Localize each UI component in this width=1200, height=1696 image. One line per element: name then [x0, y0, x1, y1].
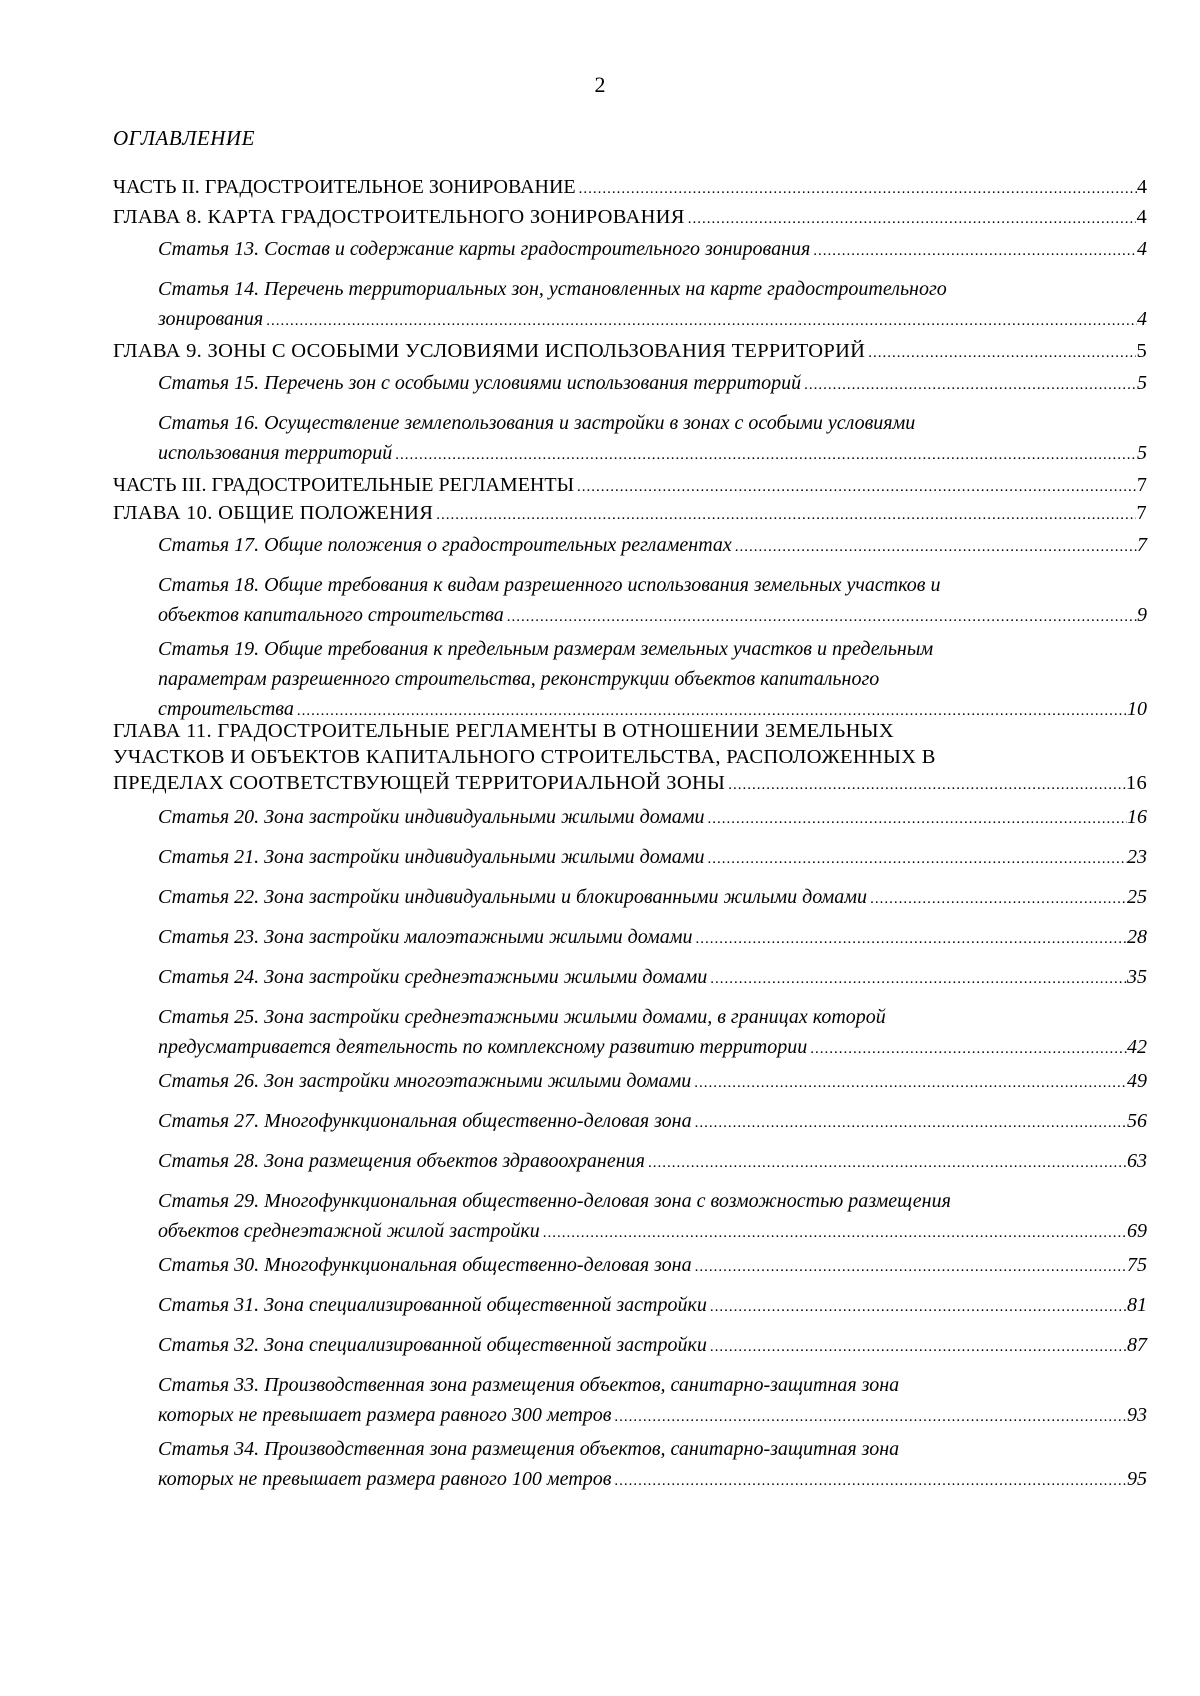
toc-article-entry[interactable] [158, 802, 1147, 834]
toc-entry-text: которых не превышает размера равного 100 метров [158, 1468, 612, 1490]
dot-leader [807, 1032, 1127, 1064]
dot-leader [707, 962, 1127, 994]
toc-article-entry[interactable] [158, 1066, 1147, 1098]
dot-leader [685, 204, 1137, 232]
toc-entry-text: Статья 28. Зона размещения объектов здравоохранения [158, 1150, 645, 1172]
toc-entry-text: Статья 18. Общие требования к видам разрешенного использования земельных участков и [158, 574, 941, 596]
toc-page-number: 93 [1127, 1404, 1147, 1426]
toc-entry-text: зонирования [158, 308, 264, 330]
toc-entry-text: Статья 16. Осуществление землепользования и застройки в зонах с особыми условиями [158, 412, 916, 434]
toc-article-entry[interactable] [158, 570, 1147, 632]
toc-page-number: 63 [1127, 1150, 1147, 1172]
dot-leader [704, 802, 1127, 834]
dot-leader [611, 1400, 1127, 1432]
toc-article-entry[interactable] [158, 1186, 1147, 1248]
toc-page-number: 35 [1127, 966, 1147, 988]
toc-page-number: 56 [1127, 1110, 1147, 1132]
toc-chapter-entry[interactable] [113, 204, 1147, 232]
toc-page-number: 7 [1136, 502, 1147, 524]
toc-page-number: 5 [1137, 442, 1147, 464]
toc-entry-text: Статья 25. Зона застройки среднеэтажными жилыми домами, в границах которой [158, 1006, 886, 1028]
toc-entry-text: которых не превышает размера равного 300 метров [158, 1404, 612, 1426]
toc-entry-text: Статья 29. Многофункциональная общественно-деловая зона с возможностью размещения [158, 1190, 951, 1212]
toc-page-number: 81 [1127, 1294, 1147, 1316]
toc-entry-text: Статья 23. Зона застройки малоэтажными жилыми домами [158, 926, 693, 948]
toc-title: ОГЛАВЛЕНИЕ [113, 126, 255, 150]
toc-article-entry[interactable] [158, 1002, 1147, 1064]
toc-entry-text: использования территорий [158, 442, 393, 464]
dot-leader [801, 368, 1137, 400]
toc-article-entry[interactable] [158, 1106, 1147, 1138]
toc-page-number: 69 [1127, 1220, 1147, 1242]
dot-leader [865, 338, 1136, 366]
dot-leader [732, 530, 1137, 562]
toc-part-entry[interactable] [113, 174, 1147, 202]
toc-page-number: 16 [1127, 806, 1147, 828]
toc-entry-text: Статья 30. Многофункциональная общественно-деловая зона [158, 1254, 692, 1276]
toc-part-entry[interactable] [113, 472, 1147, 500]
dot-leader [645, 1146, 1127, 1178]
toc-article-entry[interactable] [158, 882, 1147, 914]
toc-article-entry[interactable] [158, 962, 1147, 994]
toc-entry-text: параметрам разрешенного строительства, реконструкции объектов капитального [158, 668, 880, 690]
dot-leader [707, 1330, 1127, 1362]
toc-page-number: 7 [1137, 474, 1147, 496]
toc-article-entry[interactable] [158, 1330, 1147, 1362]
toc-article-entry[interactable] [158, 368, 1147, 400]
toc-entry-text: ГЛАВА 11. ГРАДОСТРОИТЕЛЬНЫЕ РЕГЛАМЕНТЫ В ОТНОШЕНИИ ЗЕМЕЛЬНЫХ [113, 720, 894, 742]
toc-entry-text: объектов среднеэтажной жилой застройки [158, 1220, 540, 1242]
dot-leader [263, 304, 1137, 336]
toc-page-number: 4 [1136, 206, 1147, 228]
toc-entry-text: Статья 27. Многофункциональная общественно-деловая зона [158, 1110, 692, 1132]
toc-entry-text: Статья 31. Зона специализированной общественной застройки [158, 1294, 707, 1316]
dot-leader [810, 234, 1137, 266]
toc-entry-text: ЧАСТЬ II. ГРАДОСТРОИТЕЛЬНОЕ ЗОНИРОВАНИЕ [113, 176, 576, 198]
toc-entry-text: Статья 24. Зона застройки среднеэтажными жилыми домами [158, 966, 708, 988]
toc-page-number: 25 [1127, 886, 1147, 908]
page-number: 2 [594, 72, 606, 97]
toc-page-number: 10 [1127, 698, 1147, 720]
toc-entry-text: ПРЕДЕЛАХ СООТВЕТСТВУЮЩЕЙ ТЕРРИТОРИАЛЬНОЙ ЗОНЫ [113, 772, 726, 794]
toc-article-entry[interactable] [158, 634, 1147, 726]
toc-article-entry[interactable] [158, 408, 1147, 470]
toc-entry-text: Статья 22. Зона застройки индивидуальными и блокированными жилыми домами [158, 886, 868, 908]
dot-leader [611, 1464, 1127, 1496]
toc-entry-text: ГЛАВА 10. ОБЩИЕ ПОЛОЖЕНИЯ [113, 502, 434, 524]
toc-entry-text: Статья 14. Перечень территориальных зон, установленных на карте градостроительного [158, 278, 947, 300]
toc-article-entry[interactable] [158, 1434, 1147, 1496]
toc-chapter-entry[interactable] [113, 500, 1147, 528]
toc-page-number: 87 [1127, 1334, 1147, 1356]
toc-entry-text: ГЛАВА 9. ЗОНЫ С ОСОБЫМИ УСЛОВИЯМИ ИСПОЛЬЗОВАНИЯ ТЕРРИТОРИЙ [113, 340, 866, 362]
toc-entry-text: Статья 21. Зона застройки индивидуальными жилыми домами [158, 846, 705, 868]
toc-entry-text: УЧАСТКОВ И ОБЪЕКТОВ КАПИТАЛЬНОГО СТРОИТЕЛЬСТВА, РАСПОЛОЖЕННЫХ В [113, 746, 936, 768]
dot-leader [725, 770, 1126, 798]
dot-leader [693, 922, 1127, 954]
toc-chapter-entry[interactable] [113, 718, 1147, 798]
toc-page-number: 4 [1137, 238, 1147, 260]
dot-leader [540, 1216, 1127, 1248]
toc-page-number: 7 [1137, 534, 1147, 556]
toc-article-entry[interactable] [158, 1290, 1147, 1322]
toc-page-number: 16 [1125, 772, 1147, 794]
toc-entry-text: Статья 17. Общие положения о градостроительных регламентах [158, 534, 732, 556]
toc-page-number: 28 [1127, 926, 1147, 948]
toc-page-number: 75 [1127, 1254, 1147, 1276]
toc-entry-text: Статья 26. Зон застройки многоэтажными жилыми домами [158, 1070, 692, 1092]
toc-entry-text: ЧАСТЬ III. ГРАДОСТРОИТЕЛЬНЫЕ РЕГЛАМЕНТЫ [113, 474, 575, 496]
toc-article-entry[interactable] [158, 234, 1147, 266]
toc-page-number: 42 [1127, 1036, 1147, 1058]
dot-leader [574, 472, 1137, 500]
toc-page-number: 49 [1127, 1070, 1147, 1092]
dot-leader [691, 1066, 1127, 1098]
toc-entry-text: Статья 19. Общие требования к предельным размерам земельных участков и предельным [158, 638, 934, 660]
toc-entry-text: ГЛАВА 8. КАРТА ГРАДОСТРОИТЕЛЬНОГО ЗОНИРОВАНИЯ [113, 206, 685, 228]
toc-page-number: 5 [1136, 340, 1147, 362]
toc-article-entry[interactable] [158, 1370, 1147, 1432]
toc-entry-text: Статья 34. Производственная зона размещения объектов, санитарно-защитная зона [158, 1438, 900, 1460]
dot-leader [576, 174, 1137, 202]
toc-page-number: 4 [1137, 176, 1147, 198]
toc-entry-text: Статья 32. Зона специализированной общественной застройки [158, 1334, 707, 1356]
toc-entry-text: Статья 15. Перечень зон с особыми условиями использования территорий [158, 372, 802, 394]
dot-leader [867, 882, 1127, 914]
toc-page-number: 5 [1137, 372, 1147, 394]
toc-page-number: 4 [1137, 308, 1147, 330]
toc-chapter-entry[interactable] [113, 338, 1147, 366]
toc-entry-text: Статья 13. Состав и содержание карты градостроительного зонирования [158, 238, 811, 260]
dot-leader [704, 842, 1127, 874]
dot-leader [692, 1250, 1127, 1282]
toc-article-entry[interactable] [158, 530, 1147, 562]
dot-leader [707, 1290, 1127, 1322]
toc-entry-text: строительства [158, 698, 294, 720]
toc-article-entry[interactable] [158, 1250, 1147, 1282]
toc-article-entry[interactable] [158, 922, 1147, 954]
toc-entry-text: объектов капитального строительства [158, 604, 504, 626]
toc-entry-text: Статья 33. Производственная зона размещения объектов, санитарно-защитная зона [158, 1374, 900, 1396]
toc-entry-text: Статья 20. Зона застройки индивидуальными жилыми домами [158, 806, 705, 828]
dot-leader [433, 500, 1136, 528]
dot-leader [504, 600, 1137, 632]
toc-article-entry[interactable] [158, 842, 1147, 874]
toc-article-entry[interactable] [158, 274, 1147, 336]
toc-page-number: 95 [1127, 1468, 1147, 1490]
toc-page-number: 9 [1137, 604, 1147, 626]
dot-leader [392, 438, 1137, 470]
toc-page-number: 23 [1127, 846, 1147, 868]
dot-leader [692, 1106, 1127, 1138]
toc-entry-text: предусматривается деятельность по комплексному развитию территории [158, 1036, 808, 1058]
toc-article-entry[interactable] [158, 1146, 1147, 1178]
